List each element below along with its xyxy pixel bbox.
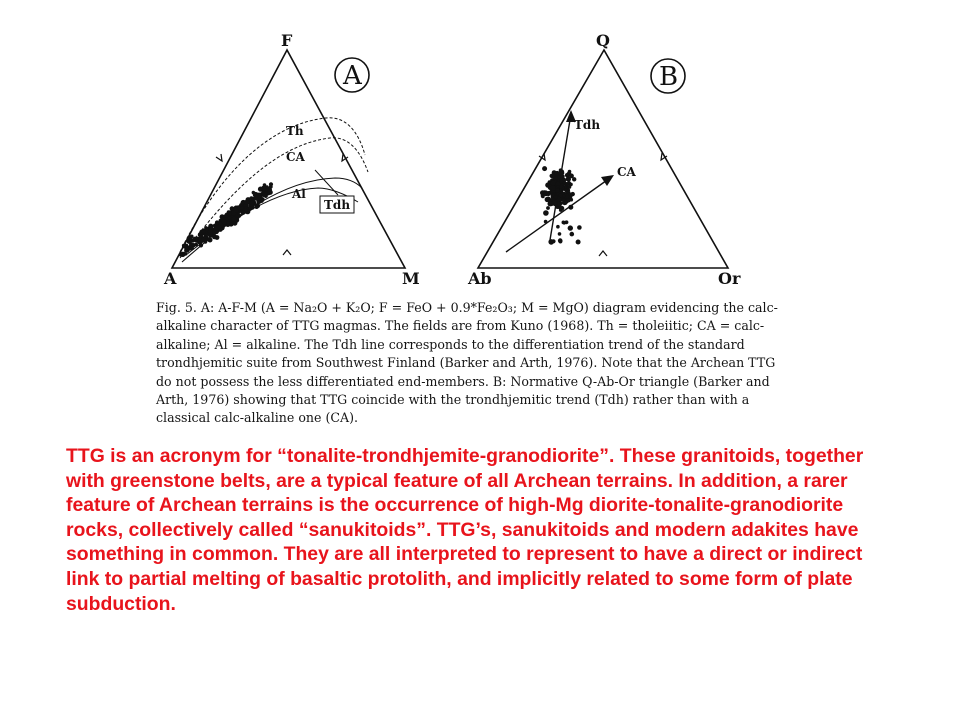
qabor-sample-dot <box>542 166 547 171</box>
qabor-sample-dot <box>554 195 558 199</box>
afm-vertex-m: M <box>402 269 420 288</box>
afm-field-al: Al <box>292 187 306 201</box>
afm-sample-points <box>179 182 273 257</box>
qabor-sample-dot <box>558 232 562 236</box>
afm-sample-dot <box>232 217 237 222</box>
afm-sample-dot <box>208 229 213 234</box>
qabor-sample-dot <box>552 200 557 205</box>
afm-sample-dot <box>222 219 227 224</box>
afm-vertex-a: A <box>164 269 177 288</box>
afm-sample-dot <box>233 208 238 213</box>
qabor-sample-dot <box>558 172 561 175</box>
qabor-diagram <box>467 31 741 288</box>
qabor-sample-dot <box>570 232 575 237</box>
qabor-sample-dot <box>568 225 573 230</box>
afm-sample-dot <box>250 201 255 206</box>
qabor-badge-label: B <box>659 62 679 92</box>
qabor-sample-dot <box>551 185 556 190</box>
afm-sample-dot <box>228 216 232 220</box>
qabor-sample-dot <box>560 175 564 179</box>
afm-sample-dot <box>217 225 222 230</box>
qabor-triangle <box>478 50 728 268</box>
afm-sample-dot <box>187 239 192 244</box>
afm-field-ca: CA <box>286 150 305 164</box>
afm-sample-dot <box>265 185 268 188</box>
afm-sample-dot <box>192 243 196 247</box>
qabor-ca-arrowhead <box>601 175 614 186</box>
qabor-sample-dot <box>569 174 574 179</box>
afm-sample-dot <box>201 229 206 234</box>
afm-sample-dot <box>269 182 273 186</box>
qabor-sample-dot <box>551 180 556 185</box>
qabor-sample-dot <box>557 197 561 201</box>
afm-sample-dot <box>258 195 263 200</box>
qabor-sample-dot <box>543 191 549 197</box>
afm-sample-dot <box>182 244 186 248</box>
qabor-sample-dot <box>561 201 564 204</box>
qabor-sample-points <box>540 166 582 245</box>
afm-sample-dot <box>244 200 249 205</box>
qabor-vertex-or: Or <box>718 269 741 288</box>
ternary-figure <box>150 30 790 290</box>
qabor-sample-dot <box>543 210 549 216</box>
qabor-sample-dot <box>559 180 563 184</box>
afm-sample-dot <box>215 220 219 224</box>
qabor-trend-tdh: Tdh <box>574 118 601 132</box>
afm-sample-dot <box>208 238 213 243</box>
qabor-trend-ca: CA <box>617 165 636 179</box>
qabor-sample-dot <box>546 206 550 210</box>
qabor-sample-dot <box>577 225 582 230</box>
body-paragraph: TTG is an acronym for “tonalite-trondhjemite-granodiorite”. These granitoids, together with greenstone belts, are a typical feature of all Archean terrains. In addition, a rarer feature of Archean terrains is the occurrence of high-Mg diorite-tonalite-granodiorite rocks, collectively called “sanukitoids”. TTG’s, sanukitoids and modern adakites have something in common. They are all interpreted to represent to have a direct or indirect link to partial melting of basaltic protolith, and implicitly related to some form of plate subduction. <box>66 445 864 615</box>
afm-sample-dot <box>184 252 188 256</box>
qabor-vertex-q: Q <box>596 31 610 50</box>
afm-field-th: Th <box>286 124 304 138</box>
qabor-sample-dot <box>558 238 563 243</box>
qabor-sample-dot <box>556 188 560 192</box>
qabor-sample-dot <box>566 198 571 203</box>
afm-tdh-label: Tdh <box>324 198 351 212</box>
afm-sample-dot <box>179 253 183 257</box>
afm-sample-dot <box>184 247 189 252</box>
qabor-sample-dot <box>548 239 554 245</box>
afm-sample-dot <box>212 234 217 239</box>
qabor-sample-dot <box>545 197 550 202</box>
afm-sample-dot <box>241 211 245 215</box>
figure-caption: Fig. 5. A: A-F-M (A = Na₂O + K₂O; F = FeO + 0.9*Fe₂O₃; M = MgO) diagram evidencing the calc-alkaline character of TTG magmas. The fields are from Kuno (1968). Th = tholeiitic; CA = calc-alkaline; Al = alkaline. The Tdh line corresponds to the differentiation trend of the standard trondhjemitic suite from Southwest Finland (Barker and Arth, 1976). Note that the Archean TTG do not possess the less differentiated end-members. B: Normative Q-Ab-Or triangle (Barker and Arth, 1976) showing that TTG coincide with the trondhjemitic trend (Tdh) rather than with a classical calc-alkaline one (CA). <box>156 300 778 426</box>
qabor-sample-dot <box>562 221 566 225</box>
qabor-sample-dot <box>556 225 560 229</box>
afm-sample-dot <box>262 192 267 197</box>
afm-diagram <box>163 31 420 288</box>
afm-sample-dot <box>190 235 194 239</box>
afm-sample-dot <box>190 247 194 251</box>
afm-vertex-f: F <box>281 31 293 50</box>
afm-sample-dot <box>267 190 272 195</box>
qabor-sample-dot <box>576 240 581 245</box>
qabor-sample-dot <box>544 220 548 224</box>
qabor-sample-dot <box>571 192 575 196</box>
afm-badge-label: A <box>343 61 362 91</box>
afm-tdh-leader <box>315 170 338 195</box>
afm-sample-dot <box>201 238 206 243</box>
qabor-sample-dot <box>568 205 573 210</box>
qabor-sample-dot <box>559 206 564 211</box>
qabor-sample-dot <box>559 193 563 197</box>
afm-sample-dot <box>255 203 259 207</box>
qabor-vertex-ab: Ab <box>468 269 492 288</box>
qabor-sample-dot <box>567 185 571 189</box>
